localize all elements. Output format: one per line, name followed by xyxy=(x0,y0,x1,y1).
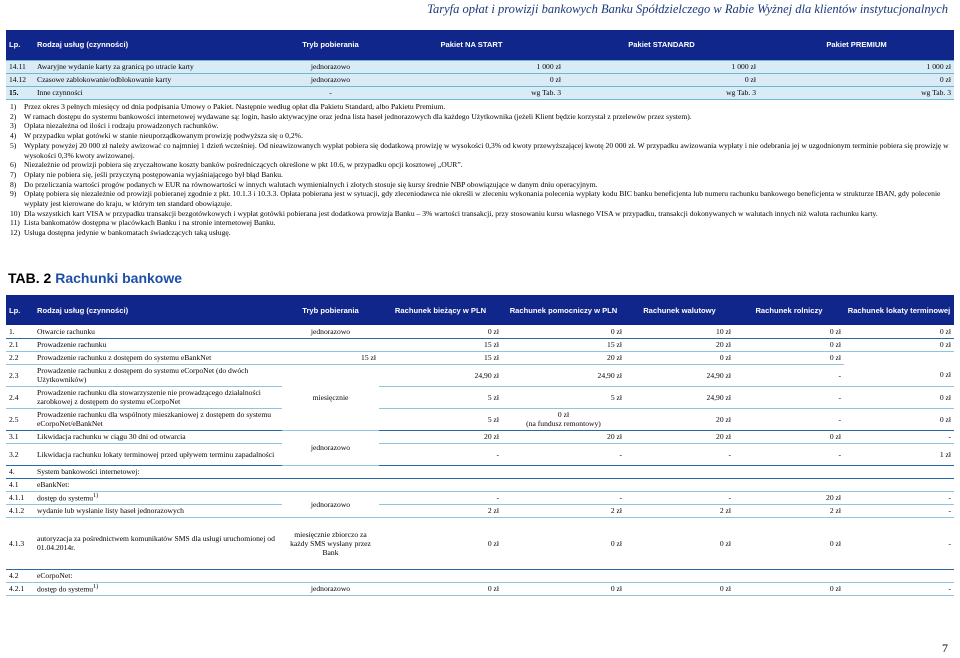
footnote xyxy=(10,228,950,238)
cell-service: Likwidacja rachunku w ciągu 30 dni od otwarcia xyxy=(34,430,282,443)
cell-value: 0 zł xyxy=(734,351,844,364)
footnotes xyxy=(10,102,950,238)
cell-service: Prowadzenie rachunku z dostępem do systemu eCorpoNet (do dwóch Użytkowników) xyxy=(34,364,282,386)
footnote-number: 3) xyxy=(10,121,17,131)
cell-value: 1 000 zł xyxy=(564,60,759,73)
cell-value: - xyxy=(734,443,844,465)
cell-value xyxy=(502,569,625,582)
footnote-text: Dla wszystkich kart VISA w przypadku transakcji bezgotówkowych i wypłat gotówki pobierana jest dodatkowa prowizja Banku – 3% wartości transakcji, przy stosowaniu kursu własnego VISA w przypadku, transakcji dokonywanych w walutach innych niż waluta rachunku karty. xyxy=(24,208,878,218)
cell-value: 20 zł xyxy=(502,430,625,443)
cell-lp: 2.3 xyxy=(6,364,34,386)
cell-value: 20 zł xyxy=(625,338,734,351)
cell-value: 10 zł xyxy=(625,325,734,338)
table-row xyxy=(6,443,954,465)
cell-tryb: jednorazowo xyxy=(282,60,379,73)
cell-service: System bankowości internetowej: xyxy=(34,465,282,478)
footnote-number: 1) xyxy=(10,102,17,111)
cell-value: 0 zł xyxy=(379,582,502,595)
table-row xyxy=(6,517,954,569)
col-pomocniczy: Rachunek pomocniczy w PLN xyxy=(502,295,625,325)
cell-value: 5 zł xyxy=(502,386,625,408)
table-row xyxy=(6,504,954,517)
footnote-number: 10) xyxy=(10,208,21,218)
footnote-text: Przez okres 3 pełnych miesięcy od dnia podpisania Umowy o Pakiet. Następnie według opłat dla Pakietu Standard, albo Pakietu Premium. xyxy=(24,102,446,111)
cell-lp: 4.1 xyxy=(6,478,34,491)
col-service: Rodzaj usług (czynności) xyxy=(34,30,282,60)
cell-tryb: - xyxy=(282,86,379,99)
cell-service: Awaryjne wydanie karty za granicą po utracie karty xyxy=(34,60,282,73)
cell-value xyxy=(502,465,625,478)
cell-lp: 3.1 xyxy=(6,430,34,443)
cell-value: 24,90 zł xyxy=(625,386,734,408)
col-tryb: Tryb pobierania xyxy=(282,30,379,60)
cell-value: 2 zł xyxy=(625,504,734,517)
footnote-number: 4) xyxy=(10,131,17,141)
section-title xyxy=(8,270,182,286)
table-row xyxy=(6,351,954,364)
col-tryb: Tryb pobierania xyxy=(282,295,379,325)
table-row xyxy=(6,386,954,408)
cell-value: 20 zł xyxy=(734,491,844,504)
col-walutowy: Rachunek walutowy xyxy=(625,295,734,325)
footnote-text: Usługa dostępna jedynie w bankomatach świadczących taką usługę. xyxy=(24,228,231,238)
cell-value xyxy=(625,465,734,478)
page-header-title: Taryfa opłat i prowizji bankowych Banku Spółdzielczego w Rabie Wyżnej dla klientów instytucjonalnych xyxy=(427,2,948,16)
cell-value: 0 zł xyxy=(625,582,734,595)
cell-value: 20 zł xyxy=(625,408,734,430)
cell-value: 0 zł xyxy=(734,325,844,338)
cell-value: 15 zł xyxy=(379,338,502,351)
cell-service: eCorpoNet: xyxy=(34,569,282,582)
cell-value: 0 zł xyxy=(759,73,954,86)
cell-value: wg Tab. 3 xyxy=(379,86,564,99)
cell-tryb: jednorazowo xyxy=(282,73,379,86)
cell-value: - xyxy=(734,386,844,408)
cell-value xyxy=(502,408,625,430)
table-row xyxy=(6,325,954,338)
table-header-row xyxy=(6,295,954,325)
cell-service: eBankNet: xyxy=(34,478,282,491)
cell-value xyxy=(844,478,954,491)
cell-value: 0 zł xyxy=(502,582,625,595)
col-pakiet-start: Pakiet NA START xyxy=(379,30,564,60)
footnote xyxy=(10,121,950,131)
cell-value xyxy=(379,569,502,582)
cell-tryb: miesięcznie xyxy=(282,364,379,430)
cell-value: 15 zł xyxy=(379,351,502,364)
cell-value: - xyxy=(502,443,625,465)
cell-value: - xyxy=(844,504,954,517)
cell-tryb: jednorazowo xyxy=(282,430,379,465)
footnote-text: Opłata niezależna od ilości i rodzaju prowadzonych rachunków. xyxy=(24,121,219,131)
cell-value: 0 zł xyxy=(379,73,564,86)
accounts-table xyxy=(6,295,954,596)
cell-value: - xyxy=(734,408,844,430)
cell-lp: 4.2 xyxy=(6,569,34,582)
cell-tryb: jednorazowo xyxy=(282,325,379,338)
footnote-number: 7) xyxy=(10,169,17,179)
cell-tryb: miesięcznie zbiorczo za każdy SMS wysłany przez Bank xyxy=(282,517,379,569)
cell-value xyxy=(625,569,734,582)
cell-value xyxy=(502,478,625,491)
footnote-number: 12) xyxy=(10,228,21,238)
footnote-text: Lista bankomatów dostępna w placówkach Banku i na stronie internetowej Banku. xyxy=(24,218,276,228)
cell-value xyxy=(734,478,844,491)
cell-value: - xyxy=(625,491,734,504)
footnote xyxy=(10,160,950,170)
footnote-text: Opłaty nie pobiera się, jeśli przyczyną postępowania wyjaśniającego był błąd Banku. xyxy=(24,169,283,179)
col-rolniczy: Rachunek rolniczy xyxy=(734,295,844,325)
footnote-text: Niezależnie od prowizji pobiera się zryczałtowane koszty banków pośredniczących określone w pkt 10.6, w przypadku opcji kosztowej „OUR”. xyxy=(24,160,463,170)
cell-lp: 1. xyxy=(6,325,34,338)
footnote xyxy=(10,141,950,160)
footnote xyxy=(10,218,950,228)
cell-tryb xyxy=(282,465,379,478)
table-row xyxy=(6,364,954,386)
table-row xyxy=(6,430,954,443)
footnote xyxy=(10,131,950,141)
cell-value: 0 zł xyxy=(844,364,954,386)
table-row xyxy=(6,491,954,504)
cell-service: Prowadzenie rachunku z dostępem do systemu eBankNet xyxy=(34,351,282,364)
cell-value: 0 zł xyxy=(734,430,844,443)
cell-lp: 2.2 xyxy=(6,351,34,364)
footnote-number: 8) xyxy=(10,179,17,189)
footnote-text: Wypłaty powyżej 20 000 zł należy awizować co najmniej 1 dzień wcześniej. Od nieawizowanych wypłat pobiera się dodatkową prowizję w wysokości 0,3% od kwoty przewyższającej kwotę 20 000 zł. W przypadku awizowania wypłaty i nie odebrania jej w uzgodnionym terminie pobiera się prowizję w wysokości 0,3% kwoty awizowanej. xyxy=(24,140,949,160)
cell-lp: 2.5 xyxy=(6,408,34,430)
cell-value: - xyxy=(625,443,734,465)
col-biezacy: Rachunek bieżący w PLN xyxy=(379,295,502,325)
cell-value: 20 zł xyxy=(502,351,625,364)
cell-service: Otwarcie rachunku xyxy=(34,325,282,338)
cell-service: Prowadzenie rachunku dla stowarzyszenie nie prowadzącego działalności zarobkowej z dostępem do systemu eCorpoNet xyxy=(34,386,282,408)
cell-value: wg Tab. 3 xyxy=(759,86,954,99)
footnote-text: W ramach dostępu do systemu bankowości internetowej wydawane są: login, hasło aktywacyjne oraz jedna lista haseł jednorazowych dla każdego Użytkownika (jeżeli Klient będzie korzystał z przelewów przez system). xyxy=(24,111,692,121)
footnote-text: W przypadku wpłat gotówki w stanie nieuporządkowanym prowizję podwyższa się o 0,2%. xyxy=(24,131,303,141)
cell-value: 2 zł xyxy=(502,504,625,517)
cell-value: - xyxy=(844,582,954,595)
cell-lp: 14.12 xyxy=(6,73,34,86)
cell-value xyxy=(734,465,844,478)
table-row xyxy=(6,465,954,478)
cell-service xyxy=(34,582,282,595)
cell-value: 0 zł xyxy=(844,325,954,338)
cell-value: 15 zł xyxy=(502,338,625,351)
cell-tryb: jednorazowo xyxy=(282,582,379,595)
cell-value: wg Tab. 3 xyxy=(564,86,759,99)
cell-service xyxy=(34,491,282,504)
table-body xyxy=(6,325,954,595)
footnote-ref: 1) xyxy=(93,493,99,500)
footnote xyxy=(10,112,950,122)
section-title-text: Rachunki bankowe xyxy=(55,270,183,286)
col-pakiet-standard: Pakiet STANDARD xyxy=(564,30,759,60)
cell-value: 0 zł xyxy=(379,517,502,569)
cell-tryb xyxy=(282,569,379,582)
cell-service: Czasowe zablokowanie/odblokowanie karty xyxy=(34,73,282,86)
cell-value xyxy=(844,569,954,582)
cell-service: Prowadzenie rachunku dla wspólnoty mieszkaniowej z dostępem do systemu eCorpoNet/eBankNet xyxy=(34,408,282,430)
cell-value xyxy=(844,465,954,478)
value-note: (na fundusz remontowy) xyxy=(526,419,601,428)
cell-tryb xyxy=(282,478,379,491)
service-text: dostęp do systemu xyxy=(37,493,94,503)
cell-value: - xyxy=(844,430,954,443)
table-row xyxy=(6,582,954,595)
cell-value: 0 zł xyxy=(844,386,954,408)
footnote-text: Do przeliczania wartości progów podanych w EUR na równowartości w innych walutach wymienialnych i złotych stosuje się kursy średnie NBP obowiązujące w danym dniu operacyjnym. xyxy=(24,179,598,189)
cell-lp: 4. xyxy=(6,465,34,478)
page-number: 7 xyxy=(942,641,948,655)
footnote-number: 2) xyxy=(10,111,17,121)
cell-value: 2 zł xyxy=(379,504,502,517)
cell-lp: 4.2.1 xyxy=(6,582,34,595)
cell-value: 0 zł xyxy=(734,338,844,351)
footnote xyxy=(10,180,950,190)
cell-value: - xyxy=(844,517,954,569)
cell-value: 5 zł xyxy=(379,408,502,430)
cell-value xyxy=(734,569,844,582)
footnote-number: 11) xyxy=(10,218,20,228)
cell-tryb xyxy=(282,338,379,351)
footnote-number: 6) xyxy=(10,160,17,170)
footnote-ref: 1) xyxy=(93,584,99,591)
cell-lp: 14.11 xyxy=(6,60,34,73)
footnote-number: 5) xyxy=(10,140,17,150)
cell-service: wydanie lub wysłanie listy haseł jednorazowych xyxy=(34,504,282,517)
col-service: Rodzaj usług (czynności) xyxy=(34,295,282,325)
cell-value: - xyxy=(379,443,502,465)
cell-lp: 15. xyxy=(6,86,34,99)
cell-lp: 4.1.3 xyxy=(6,517,34,569)
cell-lp: 3.2 xyxy=(6,443,34,465)
packages-table xyxy=(6,30,954,100)
col-lp: Lp. xyxy=(6,295,34,325)
cell-lp: 2.4 xyxy=(6,386,34,408)
footnote xyxy=(10,102,950,112)
footnote xyxy=(10,170,950,180)
footnote-number: 9) xyxy=(10,189,17,199)
cell-value: - xyxy=(844,491,954,504)
cell-value: 15 zł xyxy=(282,351,379,364)
cell-service: Inne czynności xyxy=(34,86,282,99)
cell-value xyxy=(379,478,502,491)
cell-value: 0 zł xyxy=(844,408,954,430)
cell-value: 0 zł xyxy=(625,517,734,569)
col-pakiet-premium: Pakiet PREMIUM xyxy=(759,30,954,60)
cell-service: Prowadzenie rachunku xyxy=(34,338,282,351)
table-row xyxy=(6,338,954,351)
cell-value: - xyxy=(502,491,625,504)
value-text: 0 zł xyxy=(557,410,570,419)
cell-value: 0 zł xyxy=(625,351,734,364)
cell-value: 20 zł xyxy=(379,430,502,443)
cell-value: - xyxy=(734,364,844,386)
col-lokaty: Rachunek lokaty terminowej xyxy=(844,295,954,325)
cell-lp: 2.1 xyxy=(6,338,34,351)
cell-value: 0 zł xyxy=(379,325,502,338)
cell-value: 20 zł xyxy=(625,430,734,443)
cell-value: 1 zł xyxy=(844,443,954,465)
footnote xyxy=(10,209,950,219)
cell-service: autoryzacja za pośrednictwem komunikatów SMS dla usługi uruchomionej od 01.04.2014r. xyxy=(34,517,282,569)
cell-lp: 4.1.1 xyxy=(6,491,34,504)
cell-value: 24,90 zł xyxy=(379,364,502,386)
table-row xyxy=(6,60,954,73)
cell-value: 2 zł xyxy=(734,504,844,517)
footnote-text: Opłatę pobiera się niezależnie od prowizji pobieranej zgodnie z pkt. 10.1.3 i 10.3.3. Opłata pobierana jest w sytuacji, gdy zleceniodawca nie określi w zleceniu wykonania polecenia wypłaty kodu BIC banku beneficjenta lub numeru rachunku bankowego beneficjenta w strukturze IBAN, gdy polecenie wypłaty jest kierowane do kraju, w którym ten standard obowiązuje. xyxy=(24,189,941,209)
cell-value: 0 zł xyxy=(564,73,759,86)
section-prefix: TAB. 2 xyxy=(8,270,52,286)
cell-value xyxy=(625,478,734,491)
cell-value: - xyxy=(379,491,502,504)
cell-value: 0 zł xyxy=(502,325,625,338)
cell-value: 24,90 zł xyxy=(625,364,734,386)
col-lp: Lp. xyxy=(6,30,34,60)
table-row xyxy=(6,569,954,582)
cell-value: 0 zł xyxy=(502,517,625,569)
cell-service: Likwidacja rachunku lokaty terminowej przed upływem terminu zapadalności xyxy=(34,443,282,465)
table-row xyxy=(6,408,954,430)
cell-value: 1 000 zł xyxy=(379,60,564,73)
cell-value: 5 zł xyxy=(379,386,502,408)
cell-value: 24,90 zł xyxy=(502,364,625,386)
cell-tryb: jednorazowo xyxy=(282,491,379,517)
cell-value: 1 000 zł xyxy=(759,60,954,73)
footnote xyxy=(10,189,950,208)
cell-lp: 4.1.2 xyxy=(6,504,34,517)
cell-value: 0 zł xyxy=(844,338,954,351)
table-header-row xyxy=(6,30,954,60)
table-row xyxy=(6,478,954,491)
service-text: dostęp do systemu xyxy=(37,584,94,594)
table-row xyxy=(6,86,954,99)
cell-value xyxy=(379,465,502,478)
cell-value: 0 zł xyxy=(734,582,844,595)
table-row xyxy=(6,73,954,86)
cell-value: 0 zł xyxy=(734,517,844,569)
